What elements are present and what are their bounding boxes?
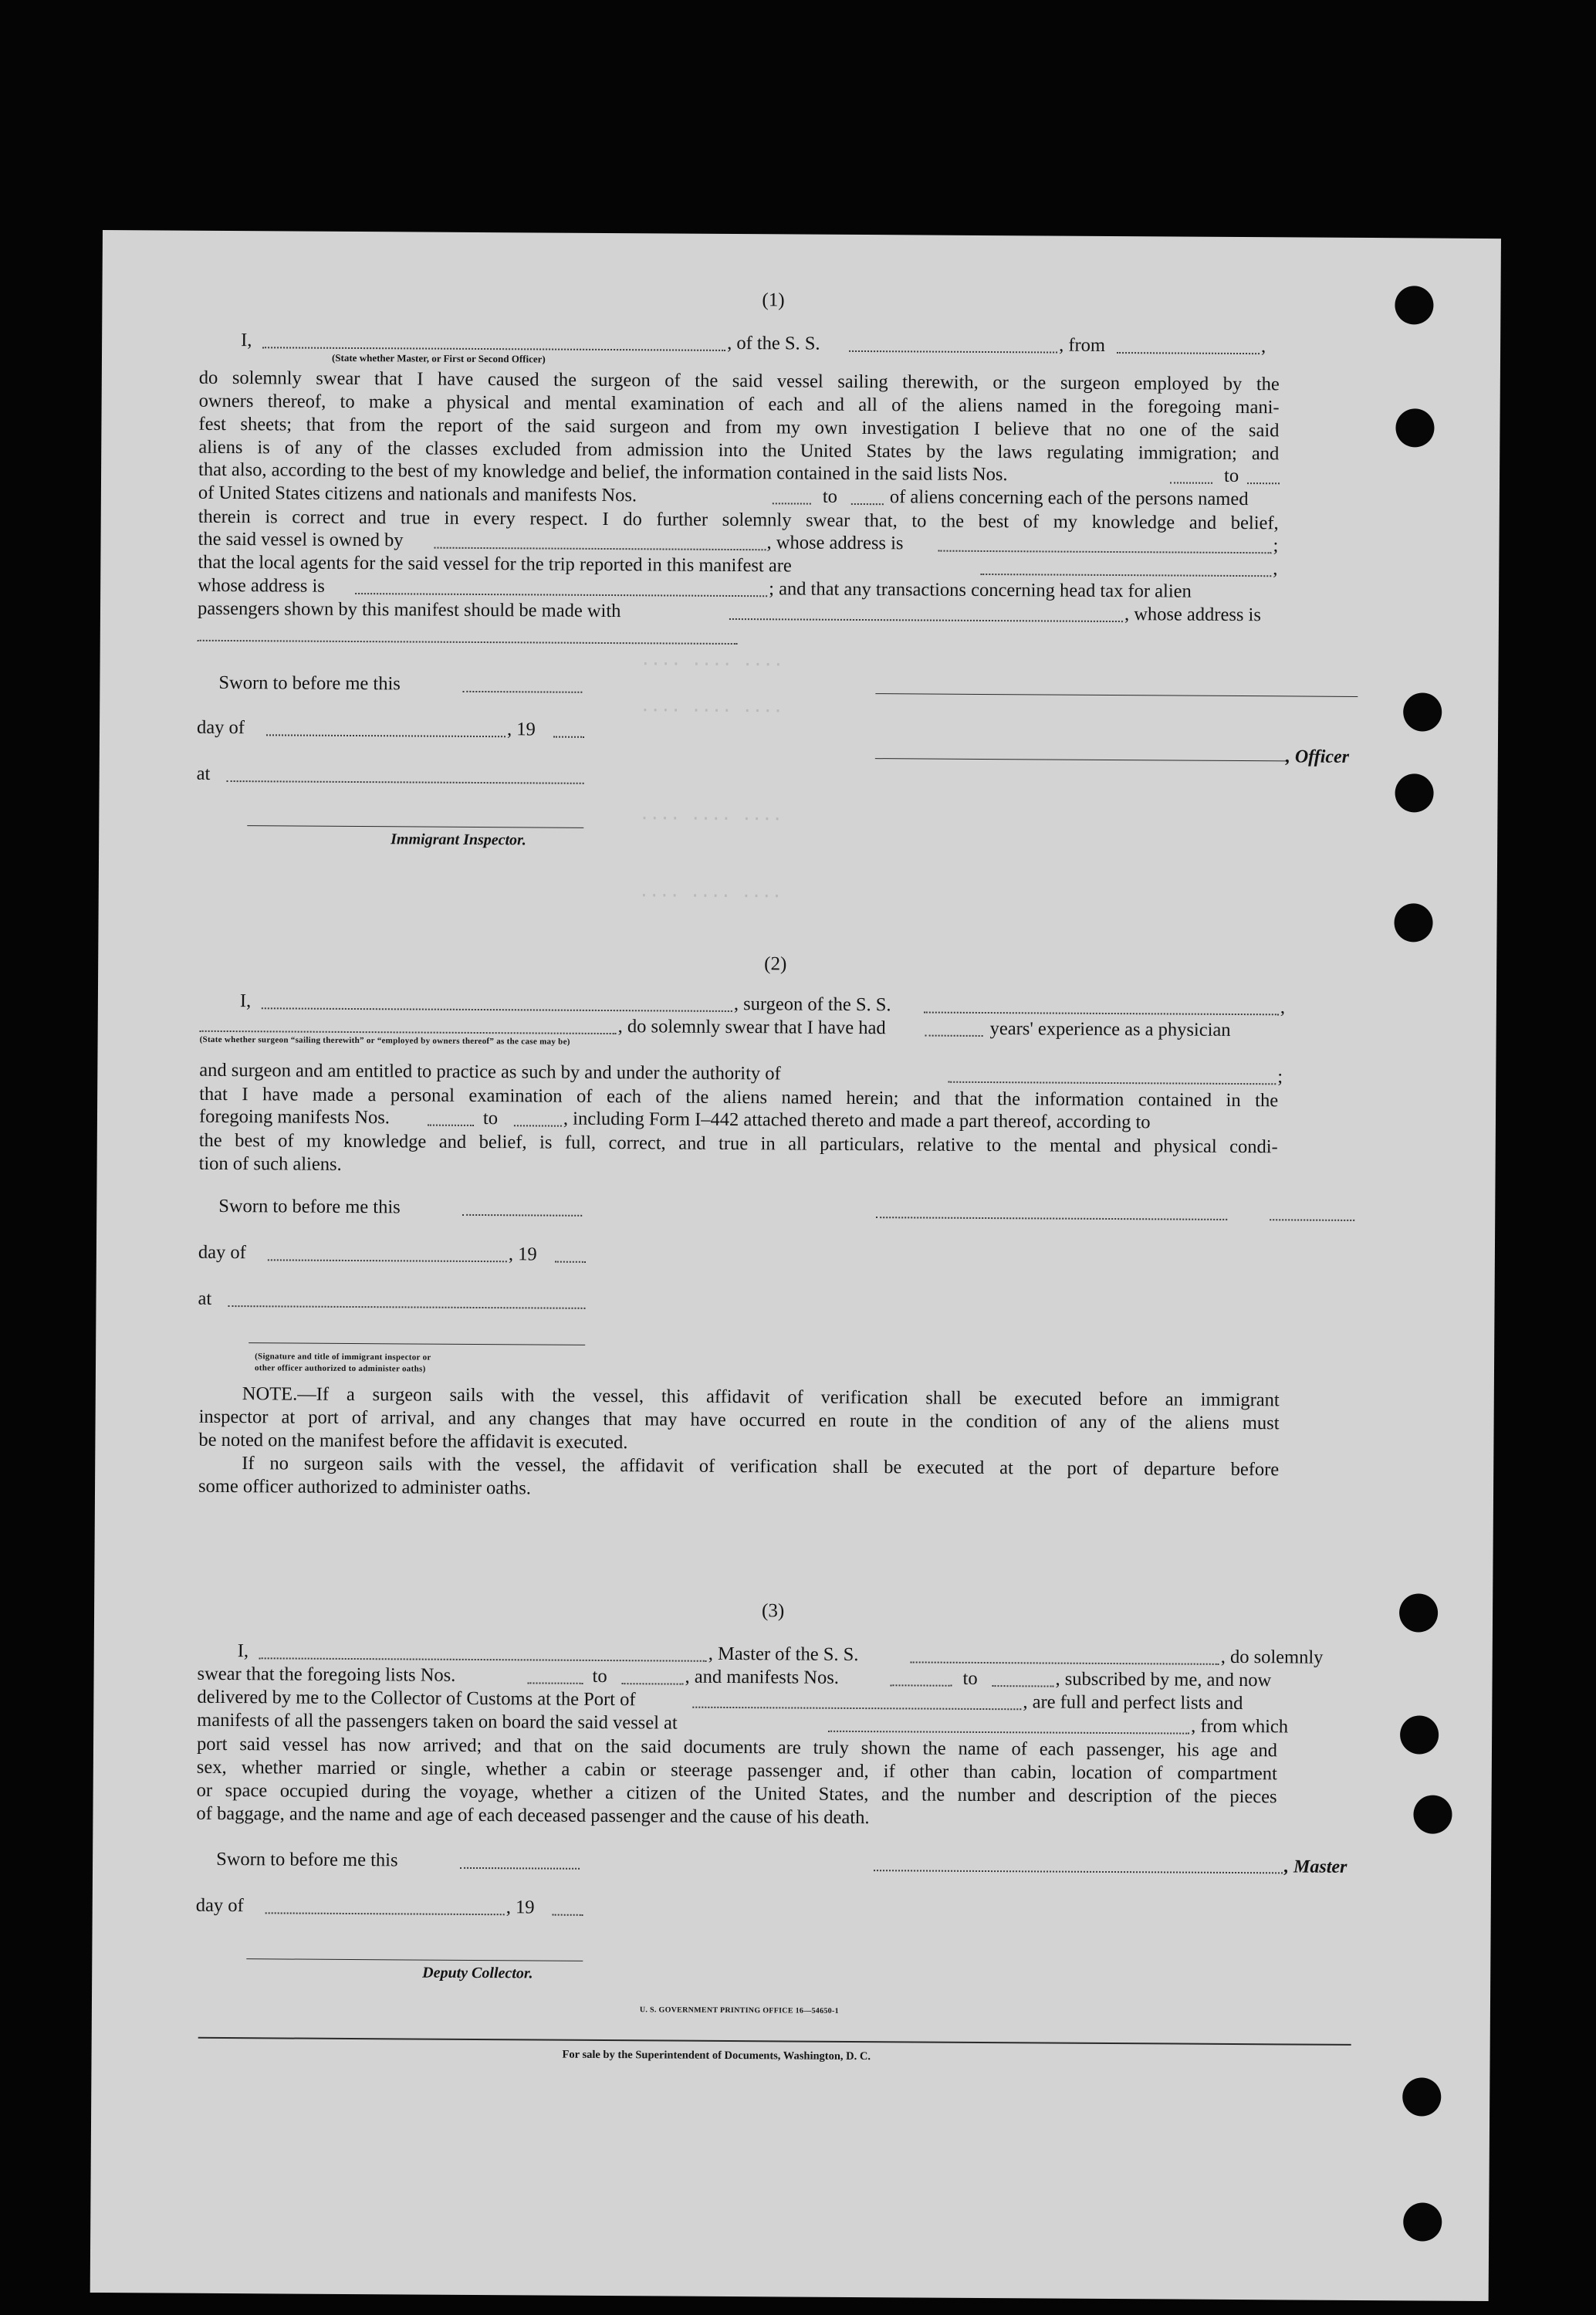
s1-manifests-to: to (822, 486, 838, 507)
s3-master-signature-field[interactable] (874, 1870, 1283, 1873)
s1-inspector-line (247, 825, 583, 828)
s3-port-field[interactable] (692, 1707, 1021, 1711)
s1-owned-text: the said vessel is owned by (198, 528, 404, 551)
punch-hole (1395, 773, 1433, 812)
s3-paragraph: port said vessel has now arrived; and that on the said documents are truly shown the name of each passenger, his age and sex, whether married or single, whether a cabin or steerage passenger and, if other than cabin, location of compartment or space occupied during the voyage, whether a citizen of the United States, and the number and description of the pieces of baggage, and the name and age of each deceased passenger and the cause of his death. (196, 1733, 1278, 1829)
s2-at: at (198, 1288, 212, 1309)
s3-manifests-to: to (962, 1667, 978, 1689)
s2-at-field[interactable] (228, 1305, 585, 1309)
note-label: NOTE. (242, 1383, 298, 1405)
s3-manifests-from[interactable] (890, 1684, 952, 1686)
s1-sworn: Sworn to before me this (218, 672, 401, 695)
s2-manifests-to-field[interactable] (514, 1125, 562, 1126)
s1-line: aliens is of any of the classes excluded from admission into the United States by the laws regulating immigration; and (198, 436, 1280, 465)
s2-swear-text: , do solemnly swear that I have had (617, 1016, 886, 1039)
s3-master-of-ss: , Master of the S. S. (708, 1643, 859, 1666)
bleed-through: .... .... .... (640, 650, 784, 671)
s1-owner-field[interactable] (434, 547, 766, 551)
s2-signature-field[interactable] (876, 1217, 1227, 1220)
punch-hole (1395, 408, 1434, 447)
s1-lists-to-field[interactable] (1247, 482, 1280, 484)
s2-authority-field[interactable] (948, 1081, 1276, 1085)
s2-surgeon-of-ss: , surgeon of the S. S. (733, 993, 891, 1016)
s2-manifests-to: to (482, 1108, 499, 1129)
s1-whose-text: whose address is (198, 574, 325, 597)
s2-years-field[interactable] (925, 1035, 983, 1037)
s3-day-field[interactable] (265, 1912, 505, 1915)
s1-from: , from (1059, 334, 1106, 356)
s1-officer-line (875, 758, 1288, 761)
s2-note: NOTE.—If a surgeon sails with the vessel, this affidavit of verification shall be executed before an immigrant inspector at port of arrival, and any changes that may have occurred en route in the condition of any of the aliens must be noted on the manifest before the affidavit is executed. If no surgeon sails with the vessel, the affidavit of verification shall be executed at the port of departure before some officer authorized to administer oaths. (198, 1383, 1280, 1499)
s3-deputy-label: Deputy Collector. (422, 1964, 533, 1982)
section-1-number: (1) (762, 289, 785, 311)
s1-day-of: day of (196, 716, 245, 739)
s1-paragraph (198, 367, 1280, 466)
s3-manifests-to-field[interactable] (992, 1685, 1053, 1687)
s2-end: , (1280, 997, 1286, 1018)
s1-manifests-to-field[interactable] (851, 503, 884, 505)
s1-at-field[interactable] (227, 780, 584, 784)
bleed-through: .... .... .... (638, 882, 783, 902)
s3-vessel-field[interactable] (911, 1661, 1219, 1664)
punch-hole (1395, 286, 1433, 324)
punch-hole (1403, 2202, 1442, 2241)
s3-manifests-text: , and manifests Nos. (685, 1666, 840, 1688)
s3-master-label: , Master (1283, 1856, 1347, 1877)
s1-inspector-label: Immigrant Inspector. (391, 831, 526, 849)
gpo-imprint: U. S. GOVERNMENT PRINTING OFFICE 16—54650-1 (639, 2005, 839, 2015)
s3-year-field[interactable] (553, 1914, 583, 1916)
s3-boarded-text: manifests of all the passengers taken on board the said vessel at (197, 1709, 678, 1734)
s2-manifests-text: foregoing manifests Nos. (198, 1105, 391, 1129)
s1-year-field[interactable] (553, 736, 584, 738)
s2-title-field[interactable] (1270, 1219, 1354, 1221)
section-2-number: (2) (764, 953, 787, 975)
s1-agents-address-field[interactable] (355, 593, 767, 597)
s3-master-name-field[interactable] (259, 1657, 707, 1662)
s2-sig-hint-2: other officer authorized to administer oaths) (254, 1363, 426, 1374)
s1-manifests-tail: of aliens concerning each of the persons named (889, 486, 1249, 510)
punch-hole (1403, 692, 1442, 731)
s1-at: at (196, 763, 211, 784)
s3-solemnly: , do solemnly (1220, 1646, 1324, 1668)
s2-authority-text: and surgeon and am entitled to practice as such by and under the authority of (199, 1059, 781, 1085)
s1-year: , 19 (506, 719, 536, 740)
s1-agents-field[interactable] (980, 574, 1271, 577)
s1-officer-field[interactable] (262, 347, 725, 351)
footer-rule (198, 2037, 1351, 2046)
s1-officer-signature-line (875, 693, 1358, 697)
punch-hole (1400, 1715, 1439, 1754)
s3-port-text: delivered by me to the Collector of Customs at the Port of (197, 1686, 636, 1711)
bleed-through: .... .... .... (639, 804, 783, 825)
s1-vessel-field[interactable] (849, 350, 1057, 354)
s3-from-which: , from which (1191, 1715, 1289, 1738)
s2-i: I, (239, 990, 252, 1012)
s2-day-of: day of (198, 1241, 246, 1264)
s1-passengers-address-field[interactable] (198, 640, 738, 645)
s2-sailing-field[interactable] (200, 1031, 617, 1034)
s1-agents-text: that the local agents for the said vessel for the trip reported in this manifest are (198, 551, 792, 577)
s1-head-tax-field[interactable] (729, 618, 1123, 622)
s3-deputy-line (246, 1958, 583, 1961)
s1-sworn-field[interactable] (462, 691, 582, 693)
s1-line: fest sheets; that from the report of the said surgeon and from my own investigation I believe that no one of the said (198, 413, 1280, 442)
s2-form-text: , including Form I–442 attached thereto and made a part thereof, according to (563, 1108, 1151, 1133)
s3-lists-from[interactable] (528, 1682, 583, 1684)
s1-end: , (1261, 336, 1266, 357)
s1-passengers-address: , whose address is (1124, 604, 1261, 626)
s1-line: do solemnly swear that I have caused the surgeon of the said vessel sailing therewith, or the surgeon employed by the (198, 367, 1280, 395)
s2-sworn-field[interactable] (462, 1214, 582, 1217)
s2-year: , 19 (508, 1244, 537, 1265)
s2-vessel-field[interactable] (924, 1012, 1279, 1016)
s1-correct-line: therein is correct and true in every respect. I do further solemnly swear that, to the best of my knowledge and belief, (198, 506, 1279, 534)
sale-notice: For sale by the Superintendent of Documents, Washington, D. C. (562, 2048, 871, 2063)
s3-i: I, (237, 1640, 249, 1662)
punch-hole (1413, 1795, 1452, 1833)
s3-boarded-field[interactable] (828, 1731, 1189, 1735)
s2-manifests-from[interactable] (428, 1125, 474, 1126)
s1-of-ss: , of the S. S. (727, 332, 820, 354)
s2-line4: that I have made a personal examination of each of the aliens named herein; and that the information contained in the (199, 1083, 1279, 1112)
s2-year-field[interactable] (555, 1261, 586, 1263)
s1-officer-hint: (State whether Master, or First or Second Officer) (331, 351, 546, 365)
s2-surgeon-name-field[interactable] (262, 1007, 732, 1012)
s2-signature-line (249, 1342, 585, 1345)
s1-passengers-text: passengers shown by this manifest should be made with (197, 597, 621, 622)
s2-surgeon-hint: (State whether surgeon “sailing therewith” or “employed by owners thereof” as the case may be) (199, 1034, 570, 1047)
s3-lists-text: swear that the foregoing lists Nos. (197, 1663, 456, 1686)
s3-year: , 19 (506, 1897, 535, 1918)
s3-subscribed: , subscribed by me, and now (1055, 1668, 1272, 1691)
punch-hole (1399, 1593, 1438, 1632)
s1-owner-address-field[interactable] (938, 550, 1271, 554)
s1-day-field[interactable] (266, 734, 506, 737)
form-sheet (90, 230, 1501, 2301)
s1-owned-end: ; (1273, 535, 1279, 557)
s3-lists-to: to (592, 1665, 607, 1687)
s1-agents-end: , (1273, 558, 1278, 580)
s2-tail: the best of my knowledge and belief, is full, correct, and true in all particulars, relative to the mental and physical condi- tion of such aliens. (198, 1129, 1278, 1175)
s3-lists-to-field[interactable] (622, 1683, 684, 1684)
section-3-number: (3) (762, 1600, 785, 1622)
s2-authority-end: ; (1277, 1066, 1283, 1088)
s1-head-tax-text: ; and that any transactions concerning head tax for alien (769, 578, 1192, 602)
punch-hole (1402, 2077, 1441, 2116)
bleed-through: .... .... .... (640, 696, 783, 717)
s1-i: I, (241, 330, 252, 351)
s1-from-field[interactable] (1117, 352, 1260, 354)
s2-years-text: years' experience as a physician (989, 1018, 1231, 1041)
s1-officer-label: , Officer (1285, 746, 1350, 767)
s1-manifests-text: of United States citizens and nationals and manifests Nos. (198, 482, 637, 506)
s3-day-of: day of (195, 1894, 244, 1917)
s2-sworn: Sworn to before me this (218, 1195, 401, 1218)
s3-sworn-field[interactable] (460, 1867, 580, 1870)
s1-manifests-from[interactable] (773, 503, 811, 504)
punch-hole (1394, 903, 1432, 942)
s1-lists-to: to (1223, 465, 1239, 486)
s3-sworn: Sworn to before me this (216, 1848, 398, 1871)
s1-lists-text: that also, according to the best of my knowledge and belief, the information contained in the said lists Nos. (198, 459, 1008, 486)
s2-sig-hint-1: (Signature and title of immigrant inspector or (255, 1352, 431, 1362)
s1-owner-address-label: , whose address is (766, 532, 904, 554)
s1-line: owners thereof, to make a physical and mental examination of each and all of the aliens named in the foregoing mani- (198, 390, 1280, 418)
s2-day-field[interactable] (268, 1259, 507, 1262)
s1-lists-from[interactable] (1170, 482, 1212, 483)
s3-perfect-lists: , are full and perfect lists and (1023, 1691, 1243, 1714)
